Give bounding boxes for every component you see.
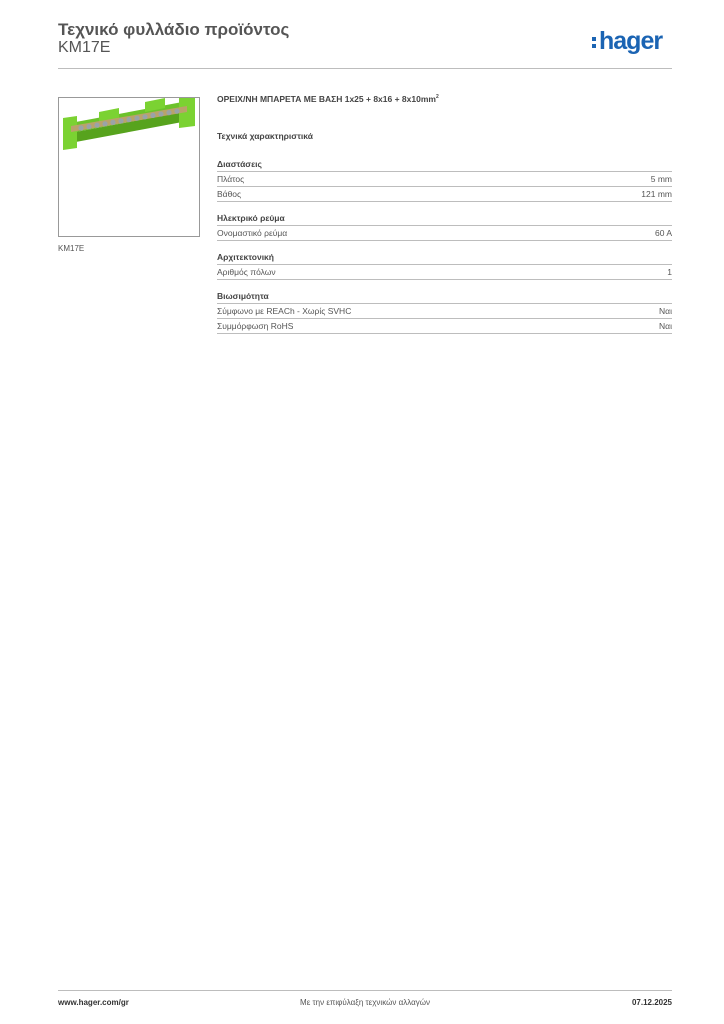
spec-row	[217, 304, 672, 319]
spec-value: Ναι	[659, 321, 672, 331]
header-divider	[58, 68, 672, 69]
document-title: Τεχνικό φυλλάδιο προϊόντος	[58, 20, 290, 39]
spec-label: Σύμφωνο με REACh - Χωρίς SVHC	[217, 306, 352, 316]
spec-group-title: Ηλεκτρικό ρεύμα	[217, 213, 672, 226]
footer-divider	[58, 990, 672, 991]
spec-value: 5 mm	[650, 174, 672, 184]
section-title: Τεχνικά χαρακτηριστικά	[217, 131, 313, 141]
spec-group-title: Διαστάσεις	[217, 159, 672, 172]
spec-value: 60 A	[654, 228, 672, 238]
spec-row	[217, 226, 672, 241]
spec-row	[217, 172, 672, 187]
spec-group-architecture	[217, 252, 672, 280]
logo-text: hager	[599, 27, 663, 55]
spec-group-dimensions	[217, 159, 672, 202]
product-image	[58, 97, 200, 237]
spec-row	[217, 265, 672, 280]
logo-dots-icon	[592, 34, 597, 51]
spec-label: Βάθος	[217, 189, 242, 199]
product-description-text: ΟΡΕΙΧ/ΝΗ ΜΠΑΡΕΤΑ ΜΕ ΒΑΣΗ 1x25 + 8x16 + 8x10mm	[217, 94, 436, 104]
spec-group-sustainability	[217, 291, 672, 334]
footer-notice: Με την επιφύλαξη τεχνικών αλλαγών	[300, 998, 430, 1007]
spec-group-title: Αρχιτεκτονική	[217, 252, 672, 265]
spec-group-electrical	[217, 213, 672, 241]
spec-row	[217, 187, 672, 202]
specifications-panel	[217, 94, 672, 345]
spec-value: 121 mm	[641, 189, 672, 199]
spec-value: 1	[667, 267, 672, 277]
spec-row	[217, 319, 672, 334]
hager-logo	[592, 27, 662, 56]
spec-label: Ονομαστικό ρεύμα	[217, 228, 288, 238]
product-description	[217, 94, 672, 104]
footer-website-link[interactable]: www.hager.com/gr	[58, 998, 129, 1007]
spec-group-title: Βιωσιμότητα	[217, 291, 672, 304]
spec-value: Ναι	[659, 306, 672, 316]
footer-date: 07.12.2025	[631, 998, 672, 1007]
product-code: KM17E	[58, 39, 111, 56]
spec-label: Συμμόρφωση RoHS	[217, 321, 294, 331]
terminal-bar-product-photo-icon	[59, 98, 199, 236]
image-caption: KM17E	[58, 244, 85, 253]
spec-label: Αριθμός πόλων	[217, 267, 276, 277]
spec-label: Πλάτος	[217, 174, 245, 184]
product-description-sup: 2	[435, 94, 439, 101]
